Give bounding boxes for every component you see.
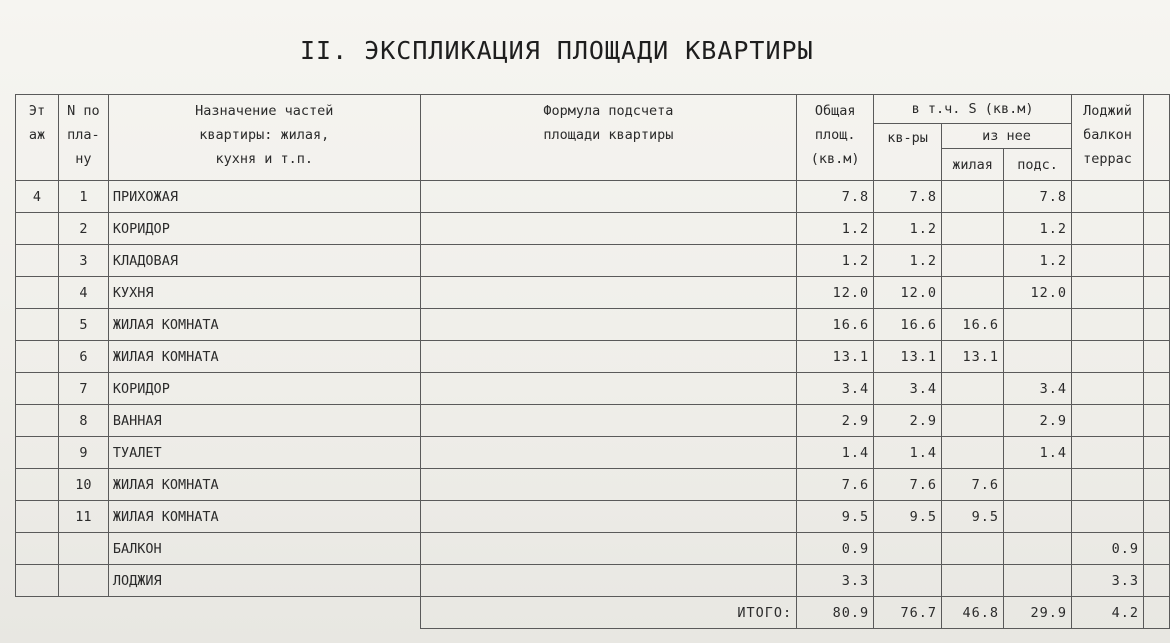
room-name-cell: КОРИДОР: [108, 213, 420, 245]
header-total-line1: Общая: [814, 103, 856, 119]
loggia-area-cell: [1071, 405, 1143, 437]
total-area-cell: 12.0: [797, 277, 874, 309]
loggia-area-cell: [1071, 437, 1143, 469]
totals-apartment-area: 76.7: [874, 597, 942, 629]
formula-cell: [420, 501, 797, 533]
totals-aux-area: 29.9: [1004, 597, 1072, 629]
plan-number-cell: 6: [58, 341, 108, 373]
header-floor: [16, 95, 59, 181]
total-area-cell: 13.1: [797, 341, 874, 373]
floor-cell: [16, 469, 59, 501]
table-row: [16, 437, 1170, 469]
floor-cell: [16, 405, 59, 437]
apartment-area-cell: 1.4: [874, 437, 942, 469]
header-loggia-line2: балкон: [1083, 127, 1132, 143]
header-floor-line1: Эт: [28, 103, 46, 119]
aux-area-cell: 1.2: [1004, 213, 1072, 245]
header-row: [16, 95, 1170, 124]
room-name-cell: ПРИХОЖАЯ: [108, 181, 420, 213]
apartment-area-cell: 12.0: [874, 277, 942, 309]
formula-cell: [420, 277, 797, 309]
total-area-cell: 2.9: [797, 405, 874, 437]
totals-label: ИТОГО:: [420, 597, 797, 629]
aux-area-cell: 1.2: [1004, 245, 1072, 277]
header-total-line2: площ.: [814, 127, 856, 143]
plan-number-cell: 3: [58, 245, 108, 277]
apartment-area-cell: 16.6: [874, 309, 942, 341]
total-area-cell: 1.2: [797, 213, 874, 245]
total-area-cell: 3.4: [797, 373, 874, 405]
cut-cell: [1143, 469, 1169, 501]
loggia-area-cell: 0.9: [1071, 533, 1143, 565]
cut-cell: [1143, 533, 1169, 565]
loggia-area-cell: [1071, 501, 1143, 533]
total-area-cell: 7.6: [797, 469, 874, 501]
apartment-area-cell: [874, 533, 942, 565]
apartment-area-cell: 13.1: [874, 341, 942, 373]
header-total-line3: (кв.м): [810, 151, 860, 167]
loggia-area-cell: [1071, 309, 1143, 341]
table-row: [16, 341, 1170, 373]
header-loggia-line3: террас: [1083, 151, 1132, 167]
cut-cell: [1143, 501, 1169, 533]
plan-number-cell: 10: [58, 469, 108, 501]
totals-cut-cell: [1143, 597, 1169, 629]
floor-cell: [16, 373, 59, 405]
table-row: [16, 181, 1170, 213]
header-formula-line2: площади квартиры: [543, 127, 674, 143]
floor-cell: [16, 213, 59, 245]
table-row: [16, 501, 1170, 533]
totals-loggia-area: 4.2: [1071, 597, 1143, 629]
aux-area-cell: [1004, 565, 1072, 597]
header-purpose-line1: Назначение частей: [195, 103, 334, 119]
room-name-cell: КЛАДОВАЯ: [108, 245, 420, 277]
header-total-area: [797, 95, 874, 181]
totals-spacer: [16, 597, 59, 629]
total-area-cell: 9.5: [797, 501, 874, 533]
header-formula-line1: Формула подсчета: [543, 103, 674, 119]
total-area-cell: 0.9: [797, 533, 874, 565]
formula-cell: [420, 565, 797, 597]
cut-cell: [1143, 245, 1169, 277]
header-num-line3: ну: [75, 151, 92, 167]
header-formula: [420, 95, 797, 181]
table-row: [16, 405, 1170, 437]
header-purpose-line3: кухня и т.п.: [215, 151, 314, 167]
floor-cell: [16, 309, 59, 341]
living-area-cell: [942, 373, 1004, 405]
formula-cell: [420, 405, 797, 437]
header-purpose: [108, 95, 420, 181]
table-row: [16, 309, 1170, 341]
cut-cell: [1143, 565, 1169, 597]
living-area-cell: 7.6: [942, 469, 1004, 501]
table-row: [16, 533, 1170, 565]
aux-area-cell: 12.0: [1004, 277, 1072, 309]
apartment-area-cell: 1.2: [874, 245, 942, 277]
formula-cell: [420, 437, 797, 469]
area-explication-table: [15, 94, 1170, 629]
aux-area-cell: [1004, 309, 1072, 341]
document-title: II. ЭКСПЛИКАЦИЯ ПЛОЩАДИ КВАРТИРЫ: [300, 36, 814, 65]
formula-cell: [420, 245, 797, 277]
header-plan-number: [58, 95, 108, 181]
cut-cell: [1143, 437, 1169, 469]
plan-number-cell: 4: [58, 277, 108, 309]
total-area-cell: 7.8: [797, 181, 874, 213]
table-row: [16, 277, 1170, 309]
header-purpose-line2: квартиры: жилая,: [199, 127, 330, 143]
floor-cell: [16, 565, 59, 597]
cut-cell: [1143, 277, 1169, 309]
formula-cell: [420, 373, 797, 405]
apartment-area-cell: 1.2: [874, 213, 942, 245]
aux-area-cell: [1004, 501, 1072, 533]
plan-number-cell: 2: [58, 213, 108, 245]
living-area-cell: [942, 437, 1004, 469]
formula-cell: [420, 341, 797, 373]
apartment-area-cell: 7.8: [874, 181, 942, 213]
header-floor-line2: аж: [28, 127, 46, 143]
floor-cell: [16, 437, 59, 469]
floor-cell: [16, 501, 59, 533]
header-num-line1: N по: [67, 103, 100, 119]
formula-cell: [420, 309, 797, 341]
table-row: [16, 373, 1170, 405]
plan-number-cell: 1: [58, 181, 108, 213]
aux-area-cell: 1.4: [1004, 437, 1072, 469]
total-area-cell: 1.2: [797, 245, 874, 277]
living-area-cell: [942, 213, 1004, 245]
room-name-cell: ЖИЛАЯ КОМНАТА: [108, 309, 420, 341]
living-area-cell: [942, 533, 1004, 565]
floor-cell: [16, 245, 59, 277]
living-area-cell: 13.1: [942, 341, 1004, 373]
floor-cell: [16, 341, 59, 373]
room-name-cell: ЖИЛАЯ КОМНАТА: [108, 501, 420, 533]
header-of-which: из нее: [942, 124, 1072, 149]
header-loggia-line1: Лоджий: [1083, 103, 1132, 119]
loggia-area-cell: 3.3: [1071, 565, 1143, 597]
floor-cell: 4: [16, 181, 59, 213]
loggia-area-cell: [1071, 469, 1143, 501]
floor-cell: [16, 533, 59, 565]
cut-cell: [1143, 309, 1169, 341]
plan-number-cell: 11: [58, 501, 108, 533]
cut-cell: [1143, 405, 1169, 437]
loggia-area-cell: [1071, 213, 1143, 245]
loggia-area-cell: [1071, 181, 1143, 213]
apartment-area-cell: [874, 565, 942, 597]
totals-spacer: [108, 597, 420, 629]
formula-cell: [420, 469, 797, 501]
room-name-cell: ЖИЛАЯ КОМНАТА: [108, 341, 420, 373]
header-apartment: кв-ры: [874, 124, 942, 181]
header-num-line2: пла-: [67, 127, 100, 143]
table-row: [16, 469, 1170, 501]
aux-area-cell: [1004, 341, 1072, 373]
totals-row: [16, 597, 1170, 629]
apartment-area-cell: 2.9: [874, 405, 942, 437]
plan-number-cell: 8: [58, 405, 108, 437]
floor-cell: [16, 277, 59, 309]
living-area-cell: 16.6: [942, 309, 1004, 341]
aux-area-cell: 2.9: [1004, 405, 1072, 437]
room-name-cell: БАЛКОН: [108, 533, 420, 565]
formula-cell: [420, 533, 797, 565]
plan-number-cell: 7: [58, 373, 108, 405]
room-name-cell: ЖИЛАЯ КОМНАТА: [108, 469, 420, 501]
room-name-cell: ЛОДЖИЯ: [108, 565, 420, 597]
totals-spacer: [58, 597, 108, 629]
aux-area-cell: [1004, 469, 1072, 501]
header-living: жилая: [942, 149, 1004, 181]
room-name-cell: КУХНЯ: [108, 277, 420, 309]
living-area-cell: 9.5: [942, 501, 1004, 533]
living-area-cell: [942, 245, 1004, 277]
room-name-cell: ТУАЛЕТ: [108, 437, 420, 469]
header-loggia: [1071, 95, 1143, 181]
total-area-cell: 16.6: [797, 309, 874, 341]
header-incl: в т.ч. S (кв.м): [874, 95, 1072, 124]
total-area-cell: 3.3: [797, 565, 874, 597]
loggia-area-cell: [1071, 341, 1143, 373]
living-area-cell: [942, 181, 1004, 213]
living-area-cell: [942, 565, 1004, 597]
room-name-cell: ВАННАЯ: [108, 405, 420, 437]
plan-number-cell: 5: [58, 309, 108, 341]
totals-total-area: 80.9: [797, 597, 874, 629]
living-area-cell: [942, 405, 1004, 437]
aux-area-cell: 3.4: [1004, 373, 1072, 405]
apartment-area-cell: 9.5: [874, 501, 942, 533]
loggia-area-cell: [1071, 277, 1143, 309]
plan-number-cell: [58, 533, 108, 565]
table-row: [16, 565, 1170, 597]
cut-cell: [1143, 341, 1169, 373]
table-row: [16, 245, 1170, 277]
loggia-area-cell: [1071, 373, 1143, 405]
apartment-area-cell: 3.4: [874, 373, 942, 405]
formula-cell: [420, 181, 797, 213]
plan-number-cell: 9: [58, 437, 108, 469]
aux-area-cell: 7.8: [1004, 181, 1072, 213]
aux-area-cell: [1004, 533, 1072, 565]
apartment-area-cell: 7.6: [874, 469, 942, 501]
totals-living-area: 46.8: [942, 597, 1004, 629]
plan-number-cell: [58, 565, 108, 597]
cut-cell: [1143, 213, 1169, 245]
header-aux: подс.: [1004, 149, 1072, 181]
total-area-cell: 1.4: [797, 437, 874, 469]
header-cut-column: [1143, 95, 1169, 181]
table-row: [16, 213, 1170, 245]
living-area-cell: [942, 277, 1004, 309]
formula-cell: [420, 213, 797, 245]
cut-cell: [1143, 373, 1169, 405]
cut-cell: [1143, 181, 1169, 213]
loggia-area-cell: [1071, 245, 1143, 277]
room-name-cell: КОРИДОР: [108, 373, 420, 405]
